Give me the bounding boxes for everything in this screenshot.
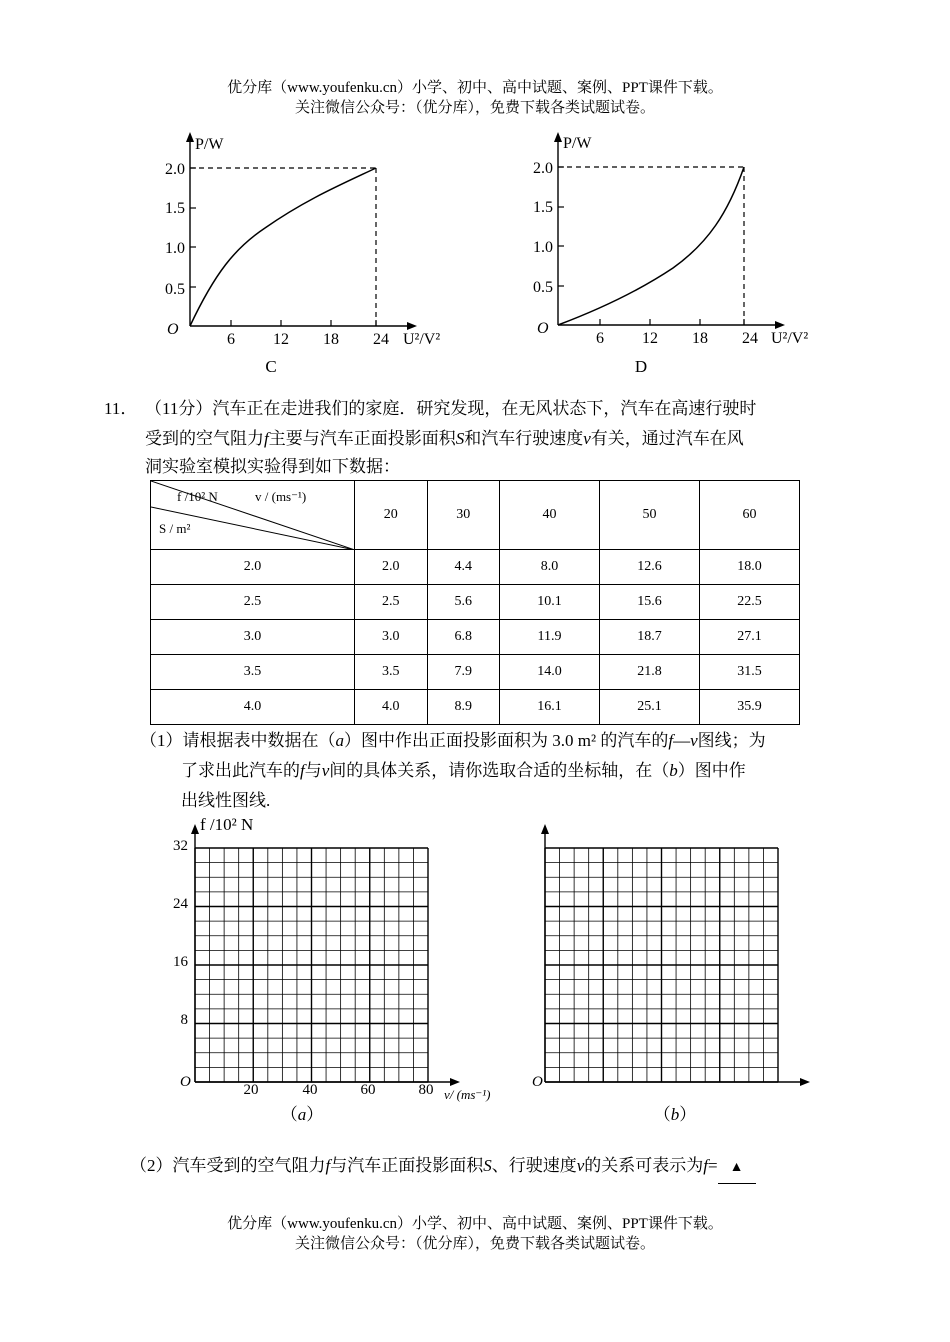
area-cell: 2.5: [151, 585, 355, 620]
graph-c-xtick: 18: [323, 331, 339, 348]
value-cell: 8.0: [500, 550, 600, 585]
graph-c-xtick: 12: [273, 331, 289, 348]
value-cell: 11.9: [500, 620, 600, 655]
value-cell: 18.0: [700, 550, 800, 585]
grid-b-origin: O: [532, 1074, 543, 1090]
graph-d-xtick: 24: [742, 330, 758, 347]
table-row: [151, 585, 800, 620]
graph-d-xtick: 6: [596, 330, 604, 347]
question-intro-3: 洞实验室模拟实验得到如下数据：: [145, 457, 400, 476]
value-cell: 15.6: [600, 585, 700, 620]
answer-blank[interactable]: ▲: [718, 1153, 756, 1184]
speed-header: 60: [700, 481, 800, 550]
grid-a-y-label: f /10² N: [200, 815, 254, 834]
graph-c-origin: O: [167, 321, 179, 338]
question-number: 11．: [104, 399, 138, 418]
graph-d-ytick: 2.0: [533, 160, 553, 177]
grid-a-xtick: 40: [302, 1082, 318, 1098]
value-cell: 12.6: [600, 550, 700, 585]
value-cell: 6.8: [427, 620, 500, 655]
area-cell: 2.0: [151, 550, 355, 585]
corner-s-label: S / m²: [159, 521, 191, 536]
grid-a-xtick: 20: [243, 1082, 259, 1098]
data-table: [150, 480, 800, 725]
grid-a-ytick: 8: [180, 1012, 188, 1028]
value-cell: 2.0: [355, 550, 428, 585]
grid-a-xtick: 60: [360, 1082, 376, 1098]
table-row: [151, 690, 800, 725]
value-cell: 2.5: [355, 585, 428, 620]
grid-a: [160, 812, 520, 1132]
graph-d-xtick: 12: [642, 330, 658, 347]
area-cell: 4.0: [151, 690, 355, 725]
corner-v-label: v / (ms⁻¹): [255, 489, 307, 504]
header-line-2: 关注微信公众号：（优分库），免费下载各类试题试卷。: [294, 100, 655, 116]
graph-c-xtick: 24: [373, 331, 389, 348]
part2-line: （2）汽车受到的空气阻力f与汽车正面投影面积S、行驶速度v的关系可表示为f= ▲: [130, 1151, 756, 1184]
speed-header: 30: [427, 481, 500, 550]
graph-c-xtick: 6: [227, 331, 235, 348]
speed-header: 50: [600, 481, 700, 550]
graph-d-origin: O: [537, 320, 549, 337]
table-row: [151, 550, 800, 585]
speed-header: 20: [355, 481, 428, 550]
graph-c-caption: C: [265, 357, 277, 376]
grid-a-caption: （a）: [280, 1105, 324, 1124]
question-intro-2: 受到的空气阻力f主要与汽车正面投影面积S和汽车行驶速度v有关，通过汽车在风: [145, 429, 744, 448]
grid-b: [510, 812, 850, 1132]
corner-f-label: f /10² N: [177, 489, 218, 504]
value-cell: 5.6: [427, 585, 500, 620]
graph-d-caption: D: [634, 357, 648, 376]
speed-header: 40: [500, 481, 600, 550]
value-cell: 21.8: [600, 655, 700, 690]
graph-d-ytick: 0.5: [533, 279, 553, 296]
graph-c-ytick: 0.5: [165, 281, 185, 298]
area-cell: 3.5: [151, 655, 355, 690]
graph-c: [155, 128, 465, 378]
part1-line-1: （1）请根据表中数据在（a）图中作出正面投影面积为 3.0 m² 的汽车的f—v图线；为: [140, 731, 766, 750]
graph-d-x-label: U²/V²: [771, 330, 809, 347]
grid-a-origin: O: [180, 1074, 191, 1090]
table-row: [151, 655, 800, 690]
graph-c-y-label: P/W: [195, 136, 224, 153]
value-cell: 27.1: [700, 620, 800, 655]
footer-line-1: 优分库（www.youfenku.cn）小学、初中、高中试题、案例、PPT课件下载。: [227, 1216, 723, 1232]
table-row: [151, 620, 800, 655]
part1-line-3: 出线性图线.: [181, 791, 271, 810]
footer-line-2: 关注微信公众号：（优分库），免费下载各类试题试卷。: [294, 1236, 655, 1252]
graph-d-ytick: 1.0: [533, 239, 553, 256]
table-corner-cell: [151, 481, 355, 550]
graph-c-ytick: 2.0: [165, 161, 185, 178]
graph-d-xtick: 18: [692, 330, 708, 347]
graph-c-x-label: U²/V²: [403, 331, 441, 348]
part1-line-2: 了求出此汽车的f与v间的具体关系，请你选取合适的坐标轴，在（b）图中作: [181, 761, 746, 780]
value-cell: 35.9: [700, 690, 800, 725]
value-cell: 25.1: [600, 690, 700, 725]
graph-d-y-label: P/W: [563, 135, 592, 152]
question-intro-1: （11分）汽车正在走进我们的家庭．研究发现，在无风状态下，汽车在高速行驶时: [145, 399, 757, 418]
value-cell: 10.1: [500, 585, 600, 620]
graph-c-ytick: 1.0: [165, 240, 185, 257]
value-cell: 14.0: [500, 655, 600, 690]
grid-a-x-label: v/ (ms⁻¹): [444, 1087, 491, 1102]
grid-a-ytick: 32: [173, 838, 188, 854]
value-cell: 3.0: [355, 620, 428, 655]
value-cell: 22.5: [700, 585, 800, 620]
grid-a-ytick: 16: [173, 954, 188, 970]
value-cell: 7.9: [427, 655, 500, 690]
graph-d-ytick: 1.5: [533, 199, 553, 216]
value-cell: 4.4: [427, 550, 500, 585]
value-cell: 4.0: [355, 690, 428, 725]
value-cell: 8.9: [427, 690, 500, 725]
grid-a-xtick: 80: [418, 1082, 434, 1098]
area-cell: 3.0: [151, 620, 355, 655]
graph-d: [523, 128, 833, 378]
value-cell: 16.1: [500, 690, 600, 725]
header-line-1: 优分库（www.youfenku.cn）小学、初中、高中试题、案例、PPT课件下载。: [227, 80, 723, 96]
value-cell: 18.7: [600, 620, 700, 655]
grid-a-ytick: 24: [173, 896, 188, 912]
value-cell: 3.5: [355, 655, 428, 690]
grid-b-caption: （b）: [653, 1105, 697, 1124]
value-cell: 31.5: [700, 655, 800, 690]
graph-c-ytick: 1.5: [165, 200, 185, 217]
